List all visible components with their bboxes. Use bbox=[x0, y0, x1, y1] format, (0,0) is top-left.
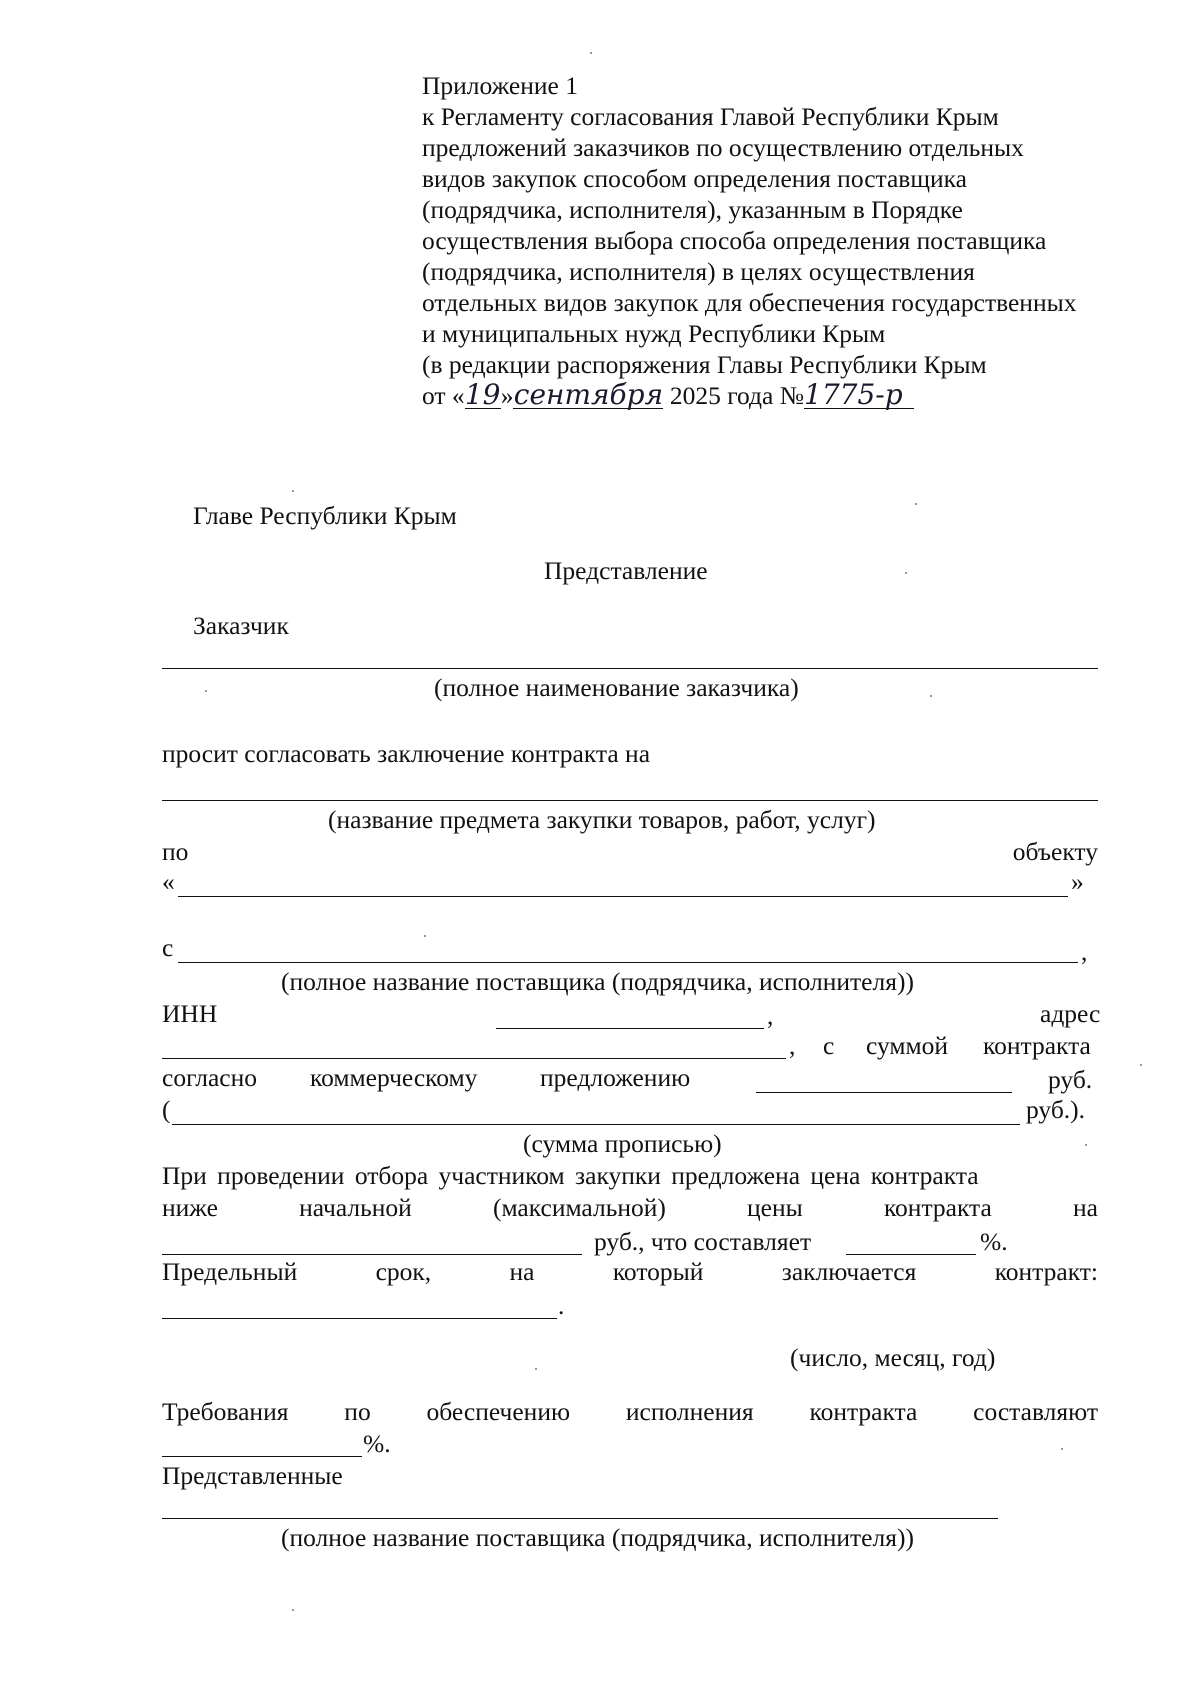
date-prefix: от « bbox=[422, 381, 465, 410]
quote-open: « bbox=[162, 867, 175, 896]
header-line: к Регламенту согласования Главой Республики Крым bbox=[422, 102, 999, 131]
address-label: адрес bbox=[1040, 999, 1101, 1028]
header-line: осуществления выбора способа определения поставщика bbox=[422, 226, 1047, 255]
requirements-word: обеспечению bbox=[426, 1397, 571, 1426]
deadline-end: . bbox=[558, 1291, 565, 1320]
purchase-subject-field[interactable] bbox=[162, 772, 1098, 800]
customer-name-field[interactable] bbox=[162, 640, 1098, 668]
amount-caption: (сумма прописью) bbox=[523, 1129, 722, 1158]
price-line-2 bbox=[162, 1192, 1098, 1223]
header-line: (подрядчика, исполнителя) в целях осуществления bbox=[422, 257, 975, 286]
header-line: (в редакции распоряжения Главы Республики Крым bbox=[422, 350, 987, 379]
requirements-word: по bbox=[344, 1397, 371, 1426]
header-line: видов закупок способом определения поставщика bbox=[422, 164, 967, 193]
with-label: с bbox=[162, 933, 174, 962]
object-name-field[interactable] bbox=[178, 868, 1068, 896]
security-pct-line bbox=[162, 1456, 362, 1457]
presented-caption: (полное название поставщика (подрядчика, исполнителя)) bbox=[281, 1523, 914, 1552]
sum-word: с bbox=[823, 1031, 835, 1060]
deadline-word: который bbox=[612, 1257, 704, 1286]
commercial-sum-field[interactable] bbox=[756, 1064, 1012, 1092]
inn-line bbox=[496, 1028, 764, 1029]
address-comma: , bbox=[789, 1031, 796, 1060]
customer-name-line bbox=[162, 668, 1098, 669]
amount-open: ( bbox=[162, 1095, 171, 1124]
header-line: и муниципальных нужд Республики Крым bbox=[422, 319, 886, 348]
deadline-word: на bbox=[509, 1257, 535, 1286]
price-word: начальной bbox=[299, 1193, 412, 1222]
header-line: отдельных видов закупок для обеспечения государственных bbox=[422, 288, 1077, 317]
commercial-word: согласно bbox=[162, 1063, 257, 1092]
subject-caption: (название предмета закупки товаров, работ, услуг) bbox=[328, 805, 876, 834]
price-word: ниже bbox=[162, 1193, 218, 1222]
date-caption: (число, месяц, год) bbox=[790, 1343, 996, 1372]
object-row bbox=[162, 836, 1098, 867]
sum-in-words-field[interactable] bbox=[172, 1096, 1020, 1124]
quote-close: » bbox=[1071, 867, 1084, 896]
purchase-subject-line bbox=[162, 800, 1098, 801]
amount-close: руб.). bbox=[1026, 1095, 1086, 1124]
requirements-word: составляют bbox=[973, 1397, 1098, 1426]
document-title: Представление bbox=[544, 556, 708, 585]
price-word: цены bbox=[747, 1193, 803, 1222]
customer-label: Заказчик bbox=[193, 611, 289, 640]
price-pct-field[interactable] bbox=[846, 1226, 976, 1254]
object-row-right: объекту bbox=[1012, 837, 1098, 866]
supplier-caption: (полное название поставщика (подрядчика, исполнителя)) bbox=[281, 967, 914, 996]
header-line: Приложение 1 bbox=[422, 71, 578, 100]
deadline-date-line bbox=[162, 1318, 557, 1319]
header-line: (подрядчика, исполнителя), указанным в Порядке bbox=[422, 195, 963, 224]
address-field[interactable] bbox=[162, 1030, 786, 1058]
deadline-word: Предельный bbox=[162, 1257, 298, 1286]
price-pct-text: %. bbox=[980, 1227, 1008, 1256]
price-rub-line bbox=[162, 1254, 582, 1255]
address-line bbox=[162, 1058, 786, 1059]
requirements-word: исполнения bbox=[625, 1397, 754, 1426]
addressee: Главе Республики Крым bbox=[193, 501, 457, 530]
object-row-left: по bbox=[162, 837, 189, 866]
deadline-word: заключается bbox=[781, 1257, 917, 1286]
sum-in-words-line bbox=[172, 1124, 1020, 1125]
inn-field[interactable] bbox=[496, 1000, 764, 1028]
supplier-name-field[interactable] bbox=[178, 934, 1078, 962]
handwritten-month: сентября bbox=[513, 378, 664, 411]
inn-label: ИНН bbox=[162, 999, 218, 1028]
deadline-row bbox=[162, 1256, 1098, 1287]
requirements-row bbox=[162, 1396, 1098, 1427]
price-pct-line bbox=[846, 1254, 976, 1255]
price-line-1: При проведении отбора участником закупки предложена цена контракта bbox=[162, 1161, 979, 1190]
header-line: предложений заказчиков по осуществлению отдельных bbox=[422, 133, 1024, 162]
price-rub-field[interactable] bbox=[162, 1226, 582, 1254]
price-word: на bbox=[1072, 1193, 1098, 1222]
price-word: (максимальной) bbox=[492, 1193, 666, 1222]
supplier-comma: , bbox=[1081, 937, 1088, 966]
customer-caption: (полное наименование заказчика) bbox=[434, 673, 799, 702]
header-date-line: от «19»сентября 2025 года №1775-р bbox=[422, 380, 1182, 411]
requirements-word: Требования bbox=[162, 1397, 289, 1426]
commercial-word: коммерческому bbox=[310, 1063, 478, 1092]
deadline-word: срок, bbox=[375, 1257, 432, 1286]
requirements-end: %. bbox=[363, 1429, 391, 1458]
price-rub-text: руб., что составляет bbox=[594, 1227, 812, 1256]
handwritten-day: 19 bbox=[464, 378, 501, 411]
deadline-word: контракт: bbox=[994, 1257, 1098, 1286]
security-pct-field[interactable] bbox=[162, 1428, 362, 1456]
deadline-date-field[interactable] bbox=[162, 1290, 557, 1318]
requirements-word: контракта bbox=[809, 1397, 918, 1426]
handwritten-number: 1775-р bbox=[804, 382, 914, 409]
presented-label: Представленные bbox=[162, 1461, 343, 1490]
commercial-rub: руб. bbox=[1048, 1065, 1093, 1094]
sum-word: контракта bbox=[983, 1031, 1091, 1060]
request-text: просит согласовать заключение контракта на bbox=[162, 739, 651, 768]
price-word: контракта bbox=[883, 1193, 992, 1222]
object-name-line bbox=[178, 896, 1068, 897]
commercial-sum-line bbox=[756, 1092, 1012, 1093]
presented-supplier-field[interactable] bbox=[162, 1490, 998, 1518]
commercial-word: предложению bbox=[540, 1063, 691, 1092]
date-year: 2025 года № bbox=[669, 381, 805, 410]
supplier-name-line bbox=[178, 962, 1078, 963]
inn-comma: , bbox=[767, 1001, 774, 1030]
presented-supplier-line bbox=[162, 1518, 998, 1519]
sum-word: суммой bbox=[866, 1031, 949, 1060]
appendix-header bbox=[422, 70, 1182, 411]
